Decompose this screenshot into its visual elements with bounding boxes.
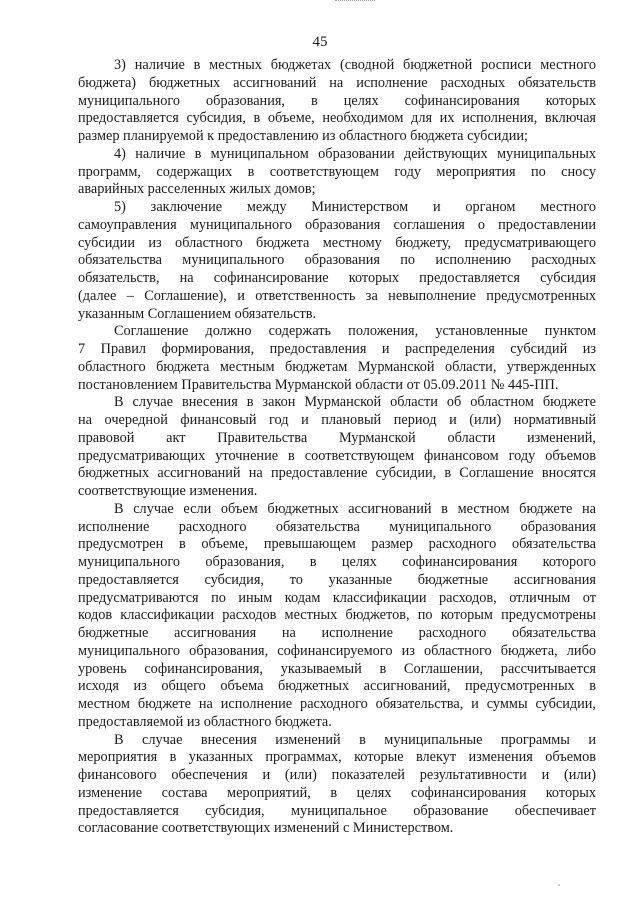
text-line: самоуправления муниципального образования соглашения о предоставлении — [78, 216, 596, 233]
text-line: 4) наличие в муниципальном образовании действующих муниципальных — [114, 145, 596, 162]
page-number: 45 — [312, 34, 328, 50]
text-line: предоставляется субсидия, в объеме, необходимом для их исполнения, включая — [78, 110, 596, 127]
text-line: предусматривающих уточнение в соответствующем финансовом году объемов — [78, 447, 596, 464]
paragraph-agreement-provisions — [78, 323, 596, 394]
text-line: согласование соответствующих изменений с Министерством. — [78, 820, 454, 837]
text-line: финансового обеспечения и (или) показателей результативности и (или) — [78, 767, 596, 783]
text-line: В случае внесения изменений в муниципальные программы и — [114, 731, 596, 748]
paragraph-item-4 — [78, 146, 596, 199]
text-line: 7 Правил формирования, предоставления и распределения субсидий из — [78, 341, 596, 357]
text-line: муниципального образования, в целях софинансирования которых — [78, 92, 596, 109]
text-line: аварийных расселенных жилых домов; — [78, 181, 316, 198]
text-line: размер планируемой к предоставлению из областного бюджета субсидии; — [78, 128, 529, 144]
text-line: исполнение расходного обязательства муниципального образования — [78, 518, 596, 535]
text-line: исходя из общего объема бюджетных ассигнований, предусмотренных в — [78, 678, 596, 695]
text-line: правовой акт Правительства Мурманской области изменений, — [78, 429, 596, 446]
text-line: предусмотрен в объеме, превышающем размер расходного обязательства — [78, 536, 596, 553]
text-line: мероприятия в указанных программах, которые влекут изменения объемов — [78, 749, 596, 766]
text-line: Соглашение должно содержать положения, установленные пунктом — [114, 323, 596, 340]
text-line: указанным Соглашением обязательств. — [78, 305, 317, 322]
text-line: предоставляемой из областного бюджета. — [78, 713, 332, 730]
paragraph-item-3 — [78, 57, 596, 146]
text-line: бюджетные ассигнования на исполнение расходного обязательства — [78, 625, 596, 641]
text-line: местном бюджете на исполнение расходного обязательства, и суммы субсидии, — [78, 696, 596, 712]
text-line: изменение состава мероприятий, в целях софинансирования которых — [78, 784, 596, 801]
text-line: В случае если объем бюджетных ассигнований в местном бюджете на — [114, 500, 596, 517]
text-line: уровень софинансирования, указываемый в Соглашении, рассчитывается — [78, 660, 596, 677]
text-line: соответствующие изменения. — [78, 483, 258, 499]
text-line: на очередной финансовый год и плановый период и (или) нормативный — [78, 412, 596, 428]
paragraph-law-amendments — [78, 394, 596, 501]
text-line: кодов классификации расходов местных бюджетов, по которым предусмотрены — [78, 607, 596, 624]
text-line: муниципального образования, в целях софинансирования которого — [78, 554, 596, 570]
text-line: бюджета) бюджетных ассигнований на исполнение расходных обязательств — [78, 74, 596, 91]
scan-speck — [558, 884, 560, 886]
text-line: предоставляется субсидия, муниципальное образование обеспечивает — [78, 802, 596, 819]
text-line: 3) наличие в местных бюджетах (сводной бюджетной росписи местного — [114, 57, 596, 73]
text-line: В случае внесения в закон Мурманской области об областном бюджете — [114, 394, 596, 411]
text-line: субсидии из областного бюджета местному бюджету, предусматривающего — [78, 234, 596, 251]
text-line: программ, содержащих в соответствующем году мероприятия по сносу — [78, 163, 596, 180]
text-line: предоставляется субсидия, то указанные бюджетные ассигнования — [78, 571, 596, 588]
text-line: областного бюджета местным бюджетам Мурманской области, утвержденных — [78, 358, 596, 375]
scan-edge-mark — [335, 0, 375, 4]
text-line: муниципального образования, софинансируемого из областного бюджета, либо — [78, 642, 596, 659]
text-line: (далее – Соглашение), и ответственность за невыполнение предусмотренных — [78, 287, 596, 304]
text-line: бюджетных ассигнований на предоставление субсидии, в Соглашение вносятся — [78, 465, 596, 482]
text-line: предусматриваются по иным кодам классификации расходов, отличным от — [78, 589, 596, 606]
paragraph-item-5 — [78, 199, 596, 323]
text-line: 5) заключение между Министерством и органом местного — [114, 199, 596, 215]
paragraph-program-changes — [78, 732, 596, 839]
text-line: обязательств, на софинансирование которых предоставляется субсидия — [78, 270, 596, 286]
text-line: обязательства муниципального образования по исполнению расходных — [78, 252, 596, 269]
text-line: постановлением Правительства Мурманской области от 05.09.2011 № 445-ПП. — [78, 376, 559, 393]
document-body — [78, 57, 596, 838]
paragraph-excess-allocations — [78, 501, 596, 732]
